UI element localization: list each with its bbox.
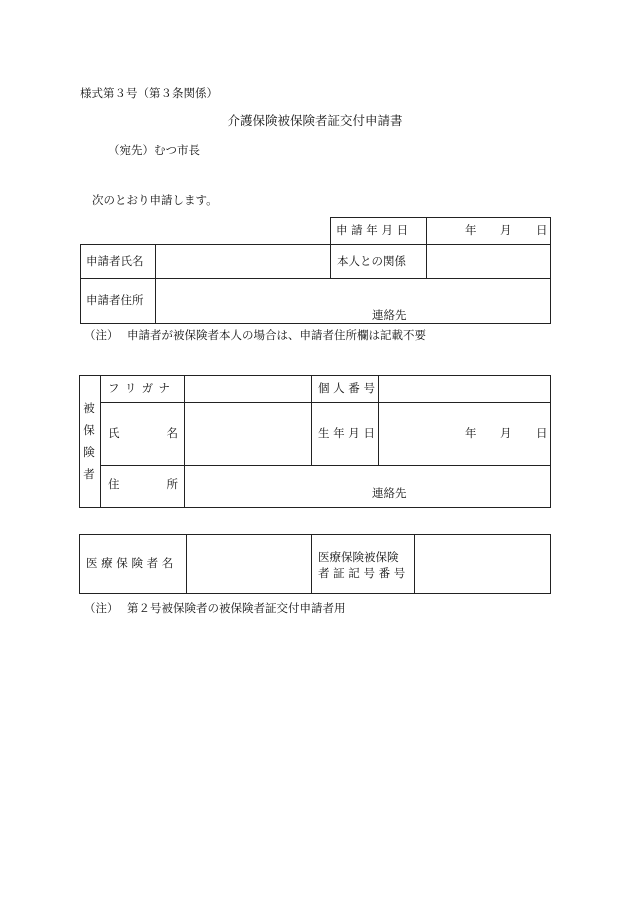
page-title: 介護保険被保険者証交付申請書	[227, 113, 403, 128]
form-number: 様式第３号（第３条関係）	[80, 86, 218, 100]
insured-name-field[interactable]	[186, 404, 310, 464]
insured-address-field[interactable]	[186, 467, 549, 506]
insured-contact-label: 連絡先	[372, 486, 407, 500]
relation-field[interactable]	[428, 246, 549, 277]
insured-name-label: 氏 名	[108, 426, 178, 440]
application-date-year: 年	[465, 223, 477, 237]
birth-year: 年	[465, 426, 477, 440]
personal-number-field[interactable]	[380, 377, 549, 401]
relation-label: 本人との関係	[337, 254, 406, 268]
note2-text: 第２号被保険者の被保険者証交付申請者用	[127, 601, 346, 615]
birth-month: 月	[500, 426, 512, 440]
insurer-name-field[interactable]	[188, 536, 310, 592]
insured-side-label: 被 保 険 者	[83, 401, 95, 481]
applicant-address-label: 申請者住所	[86, 293, 144, 307]
cert-number-label-line2: 者 証 記 号 番 号	[318, 566, 406, 580]
birth-date-label: 生 年 月 日	[318, 426, 375, 440]
birth-date-field[interactable]	[380, 404, 549, 464]
intro-text: 次のとおり申請します。	[92, 193, 218, 207]
note1-prefix: （注）	[84, 328, 119, 342]
application-date-input[interactable]	[428, 219, 549, 243]
note2-prefix: （注）	[84, 601, 119, 615]
insurer-name-label: 医 療 保 険 者 名	[86, 556, 174, 570]
application-date-day: 日	[536, 223, 548, 237]
applicant-address-field[interactable]	[157, 280, 549, 322]
cert-number-field[interactable]	[416, 536, 549, 592]
cert-number-label-line1: 医療保険被保険	[318, 550, 399, 564]
birth-day: 日	[536, 426, 548, 440]
applicant-name-label: 申請者氏名	[86, 254, 144, 268]
furigana-field[interactable]	[186, 377, 310, 401]
applicant-name-field[interactable]	[157, 246, 329, 277]
insured-address-label: 住 所	[108, 477, 178, 491]
personal-number-label: 個 人 番 号	[318, 381, 375, 395]
applicant-contact-label: 連絡先	[372, 308, 407, 322]
furigana-label: フ リ ガ ナ	[108, 381, 170, 395]
note1-text: 申請者が被保険者本人の場合は、申請者住所欄は記載不要	[127, 328, 426, 342]
addressee: （宛先）むつ市長	[108, 143, 200, 157]
application-date-month: 月	[500, 223, 512, 237]
application-date-label: 申 請 年 月 日	[336, 223, 409, 237]
